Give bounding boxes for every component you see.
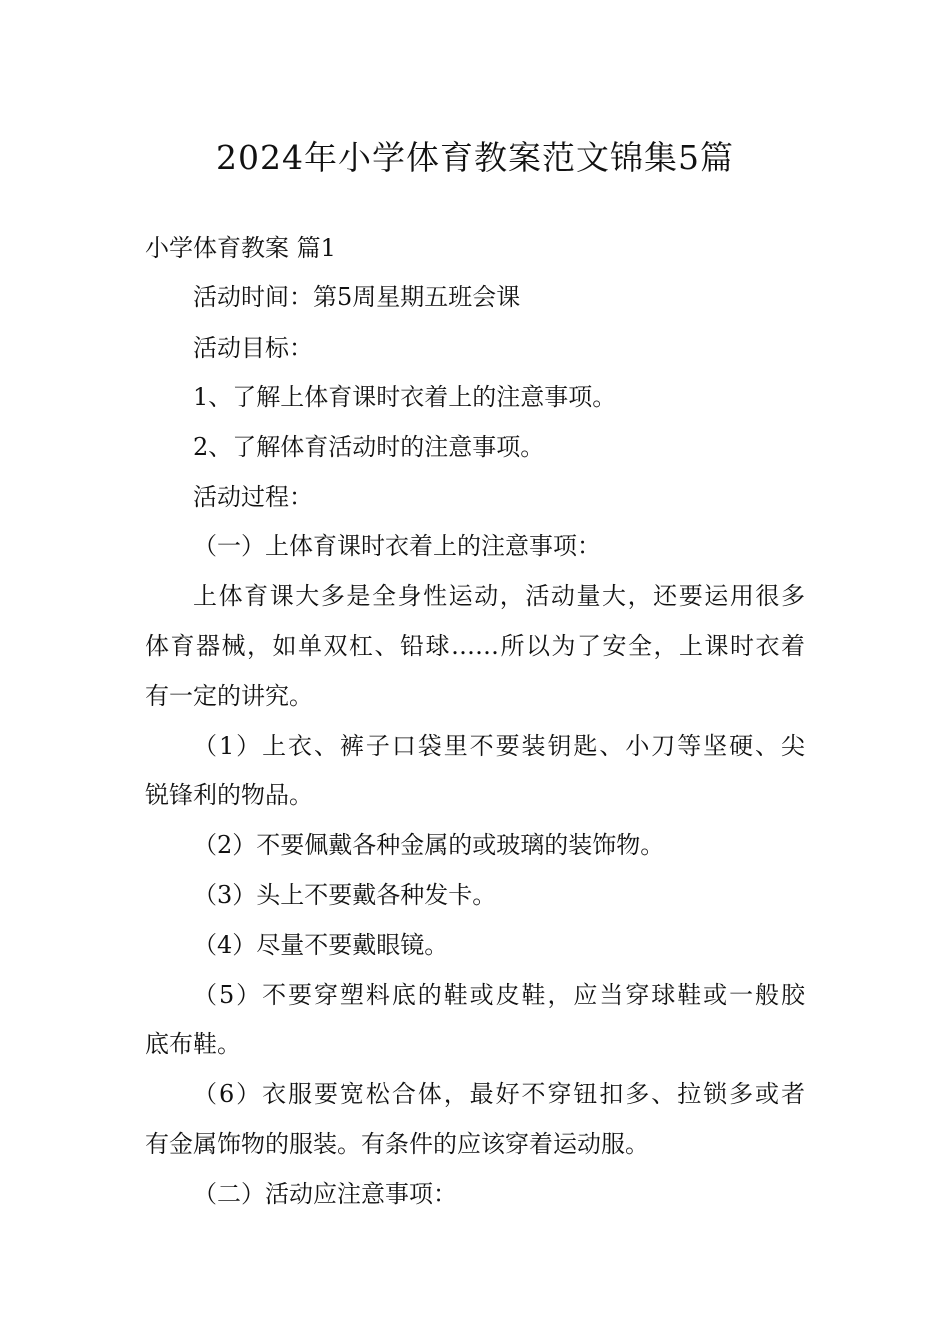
paragraph-line: （二）活动应注意事项： bbox=[193, 1180, 457, 1208]
paragraph-line: 活动目标： bbox=[193, 334, 313, 362]
paragraph-line: 1、了解上体育课时衣着上的注意事项。 bbox=[193, 383, 617, 411]
paragraph-line: 活动时间：第5周星期五班会课 bbox=[193, 283, 521, 311]
paragraph-line: 底布鞋。 bbox=[145, 1030, 241, 1058]
paragraph-line: 有一定的讲究。 bbox=[145, 682, 313, 710]
paragraph-line: （4）尽量不要戴眼镜。 bbox=[193, 931, 449, 959]
paragraph-line: 体育器械，如单双杠、铅球……所以为了安全，上课时衣着 bbox=[145, 632, 805, 660]
section-heading: 小学体育教案 篇1 bbox=[145, 234, 336, 262]
paragraph-line: 2、了解体育活动时的注意事项。 bbox=[193, 433, 545, 461]
paragraph-line: （1）上衣、裤子口袋里不要装钥匙、小刀等坚硬、尖 bbox=[193, 732, 805, 760]
paragraph-line: （6）衣服要宽松合体，最好不穿钮扣多、拉锁多或者 bbox=[193, 1080, 805, 1108]
document-title: 2024年小学体育教案范文锦集5篇 bbox=[216, 138, 734, 177]
paragraph-line: 活动过程： bbox=[193, 483, 313, 511]
paragraph-line: （5）不要穿塑料底的鞋或皮鞋，应当穿球鞋或一般胶 bbox=[193, 981, 805, 1009]
paragraph-line: （3）头上不要戴各种发卡。 bbox=[193, 881, 497, 909]
paragraph-line: （一）上体育课时衣着上的注意事项： bbox=[193, 532, 601, 560]
paragraph-line: 有金属饰物的服装。有条件的应该穿着运动服。 bbox=[145, 1130, 649, 1158]
paragraph-line: 上体育课大多是全身性运动，活动量大，还要运用很多 bbox=[193, 582, 805, 610]
paragraph-line: 锐锋利的物品。 bbox=[145, 781, 313, 809]
paragraph-line: （2）不要佩戴各种金属的或玻璃的装饰物。 bbox=[193, 831, 665, 859]
